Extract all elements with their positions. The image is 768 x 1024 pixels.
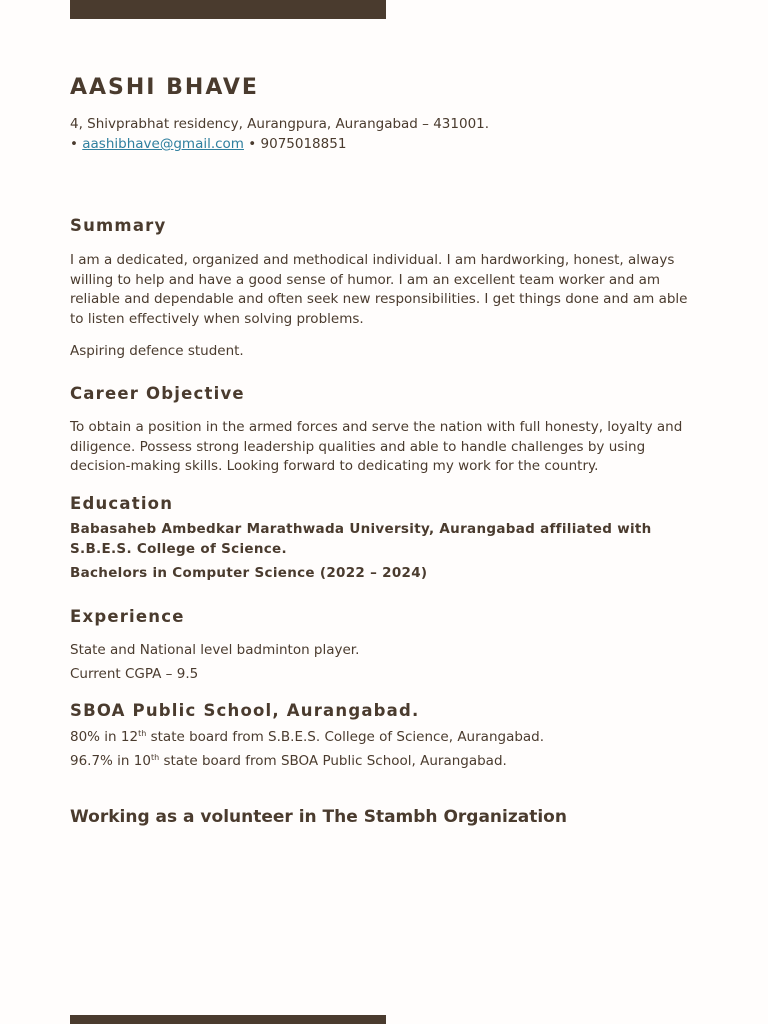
school-heading: SBOA Public School, Aurangabad. [70,701,420,720]
result-12th-pre: 80% in 12 [70,729,139,745]
school-result-10th [70,752,700,772]
career-objective-paragraph: To obtain a position in the armed forces and serve the nation with full honesty, loyalty and diligence. Possess strong leadership qualities and able to handle challenges by using decision-making skills. Looking forward to dedicating my work for the country. [70,419,683,475]
email-link[interactable]: aashibhave@gmail.com [82,136,244,152]
address-line: 4, Shivprabhat residency, Aurangpura, Aurangabad – 431001. [70,116,490,132]
summary-note: Aspiring defence student. [70,343,244,359]
bottom-decor-bar [70,1015,386,1024]
result-12th-sup: th [138,729,147,738]
phone-number: 9075018851 [260,136,347,152]
result-10th-sup: th [150,753,160,762]
education-degree: Bachelors in Computer Science (2022 – 2024) [70,565,428,581]
school-result-12th [70,728,700,748]
summary-paragraph: I am a dedicated, organized and methodical individual. I am hardworking, honest, always willing to help and have a good sense of humor. I am an excellent team worker and am reliable and dependable and often seek new responsibilities. I get things done and am able to listen effectively when solving problems. [70,252,688,327]
result-10th-pre: 96.7% in 10 [70,753,151,769]
education-heading: Education [70,494,174,513]
career-objective-heading: Career Objective [70,384,245,403]
bullet-icon: • [70,136,78,152]
candidate-name: AASHI BHAVE [70,75,259,100]
volunteer-statement: Working as a volunteer in The Stambh Organization [70,807,567,827]
contact-block [70,114,489,154]
result-12th-post: state board from S.B.E.S. College of Science, Aurangabad. [146,729,545,745]
phone-separator: • [243,136,261,152]
experience-line-cgpa: Current CGPA – 9.5 [70,666,199,682]
contact-line [70,134,489,154]
top-decor-bar [70,0,386,19]
education-university: Babasaheb Ambedkar Marathwada University, Aurangabad affiliated with S.B.E.S. College of Science. [70,521,652,557]
experience-heading: Experience [70,607,185,626]
result-10th-post: state board from SBOA Public School, Aurangabad. [159,753,507,769]
experience-line-badminton: State and National level badminton player. [70,642,360,658]
summary-heading: Summary [70,216,167,235]
